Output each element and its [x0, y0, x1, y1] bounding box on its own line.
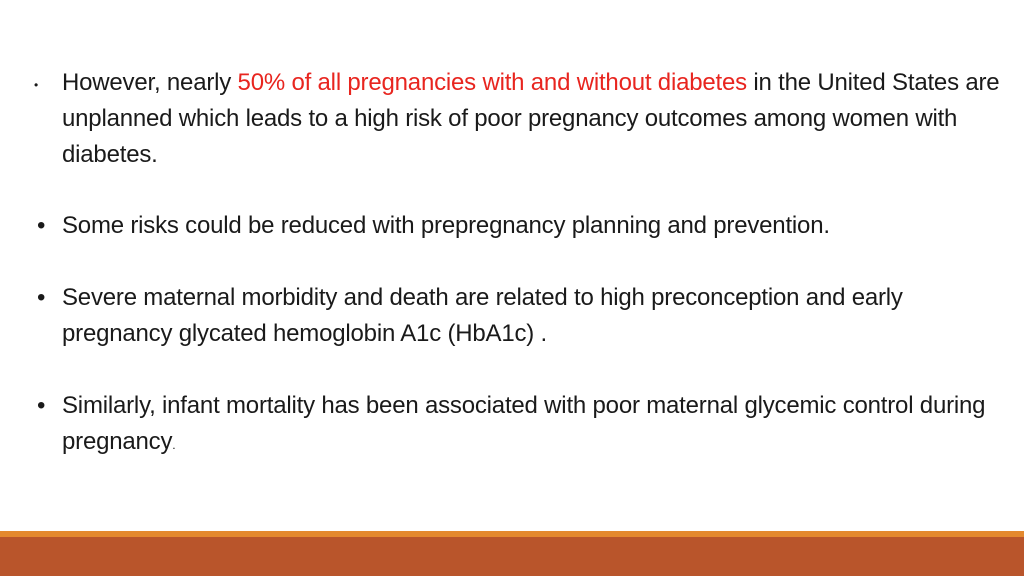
bullet-item-infant-mortality: [37, 388, 1002, 463]
bullet-marker: •: [37, 392, 46, 419]
bullet-item-risk-reduction: [37, 208, 1002, 244]
bullet-text-before: However, nearly: [62, 69, 238, 96]
bullet-trailing-period: .: [172, 438, 176, 452]
bullet-text: Similarly, infant mortality has been associated with poor maternal glycemic control during pregnancy: [62, 392, 986, 455]
bullet-marker: •: [37, 284, 46, 311]
bullet-text: Some risks could be reduced with prepregnancy planning and prevention.: [62, 212, 830, 239]
bullet-marker: •: [37, 212, 46, 239]
footer-bar: [0, 537, 1024, 576]
bullet-item-maternal-morbidity: [37, 280, 1002, 352]
bullet-item-unplanned-pregnancies: [34, 65, 1002, 173]
bullet-text-highlight: 50% of all pregnancies with and without diabetes: [237, 69, 747, 96]
bullet-marker: •: [34, 78, 39, 92]
bullet-text-after: in the United States are unplanned which leads to a high risk of poor pregnancy outcomes among women with diabetes.: [62, 69, 1000, 168]
bullet-text: Severe maternal morbidity and death are related to high preconception and early pregnancy glycated hemoglobin A1c (HbA1c) .: [62, 284, 903, 347]
